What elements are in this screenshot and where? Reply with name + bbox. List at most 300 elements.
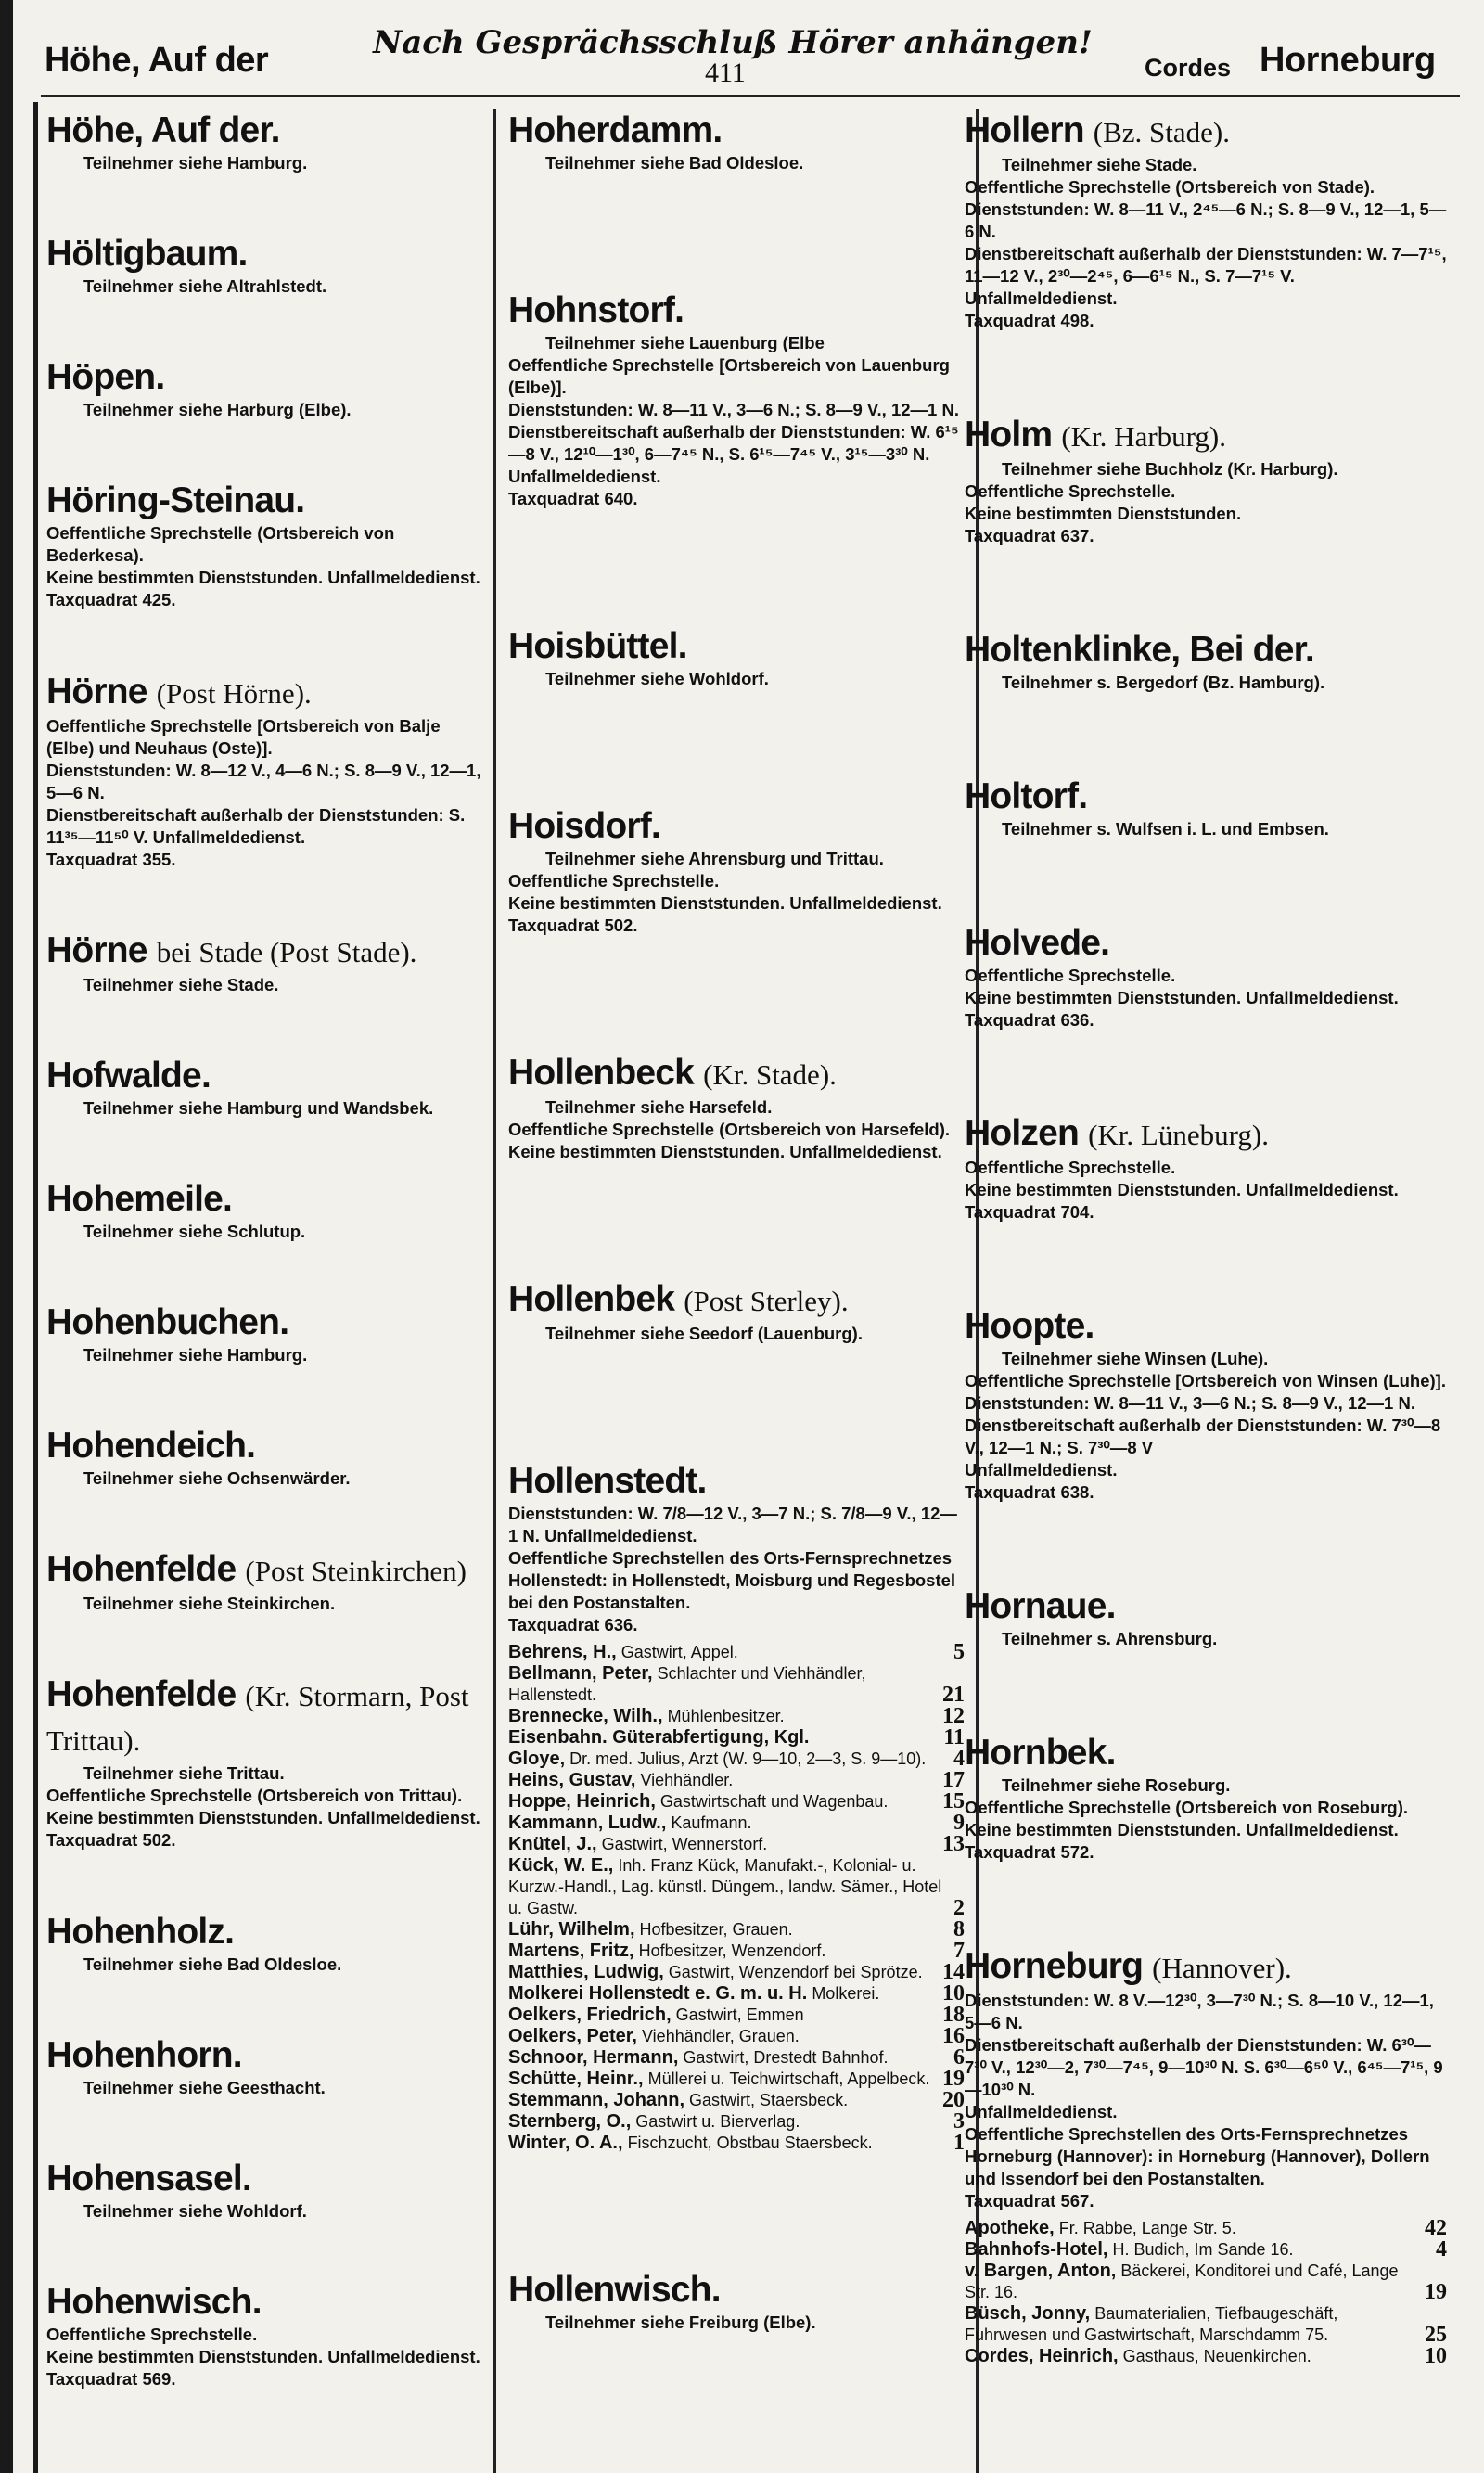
entry-detail-line: Dienstbereitschaft außerhalb der Dienststunden: W. 6³⁰—7³⁰ V., 12³⁰—2, 7³⁰—7⁴⁵, 9—10³⁰ N. S. 6³⁰—6⁵⁰ V., 6⁴⁵—7¹⁵, 9—10³⁰ N. (965, 2035, 1443, 2100)
place-name-text: Hohenhorn. (46, 2034, 242, 2075)
subscriber-name: Schütte, Heinr., (508, 2069, 644, 2089)
place-name-text: Hollenbek (508, 1279, 675, 1319)
subscriber-text (508, 2111, 948, 2133)
place-qualifier: (Kr. Stormarn, Post Trittau). (46, 1680, 469, 1758)
place-name-text: Holm (965, 414, 1053, 455)
place-name-text: Horneburg (965, 1946, 1144, 1987)
place-name-text: Höring-Steinau. (46, 481, 305, 521)
subscriber-description: Hofbesitzer, Grauen. (639, 1920, 793, 1939)
subscriber-number: 13 (942, 1832, 965, 1856)
subscriber-name: Gloye, (508, 1749, 566, 1769)
entry-detail-line: Keine bestimmten Dienststunden. (965, 503, 1242, 523)
subscriber-number: 11 (943, 1725, 965, 1749)
subscriber-text (508, 1919, 948, 1941)
entry-detail-line: Oeffentliche Sprechstelle. (965, 1158, 1176, 1178)
place-name-text: Höltigbaum. (46, 234, 248, 275)
place-name (965, 922, 1447, 965)
subscriber-name: Behrens, H., (508, 1642, 617, 1662)
subscriber-description: Kaufmann. (671, 1813, 752, 1832)
entry-detail-line: Oeffentliche Sprechstelle. (508, 871, 720, 891)
subscriber-reference: Teilnehmer siehe Hamburg und Wandsbek. (83, 1097, 434, 1118)
place-name (46, 2034, 482, 2077)
subscriber-reference: Teilnehmer siehe Altrahlstedt. (83, 276, 327, 297)
place-name (46, 929, 482, 974)
place-name-text: Hohenfelde (46, 1549, 237, 1590)
subscriber-text (965, 2218, 1419, 2239)
place-name-text: Holtorf. (965, 775, 1088, 816)
entry-detail-line: Taxquadrat 640. (508, 489, 638, 508)
entry-detail-line: Unfallmeldedienst. (965, 2102, 1118, 2122)
subscriber-text (508, 1749, 948, 1770)
running-head-left: Höhe, Auf der (45, 41, 269, 80)
subscriber-list (508, 1642, 965, 2154)
subscriber-number: 12 (942, 1704, 965, 1728)
entry-detail-line: Dienststunden: W. 8—11 V., 3—6 N.; S. 8—9 V., 12—1 N. (508, 400, 959, 419)
place-name (965, 1112, 1447, 1157)
place-name (46, 356, 482, 399)
subscriber-text (508, 1663, 937, 1706)
place-name (508, 1278, 965, 1323)
directory-entry (508, 1460, 965, 2154)
subscriber-text (508, 2047, 948, 2069)
directory-entry (965, 1732, 1447, 1864)
entry-detail-line: Dienststunden: W. 8—11 V., 3—6 N.; S. 8—9 V., 12—1 N. (965, 1393, 1415, 1414)
subscriber-list (965, 2218, 1447, 2367)
directory-entry (46, 109, 482, 174)
place-name-text: Höhe, Auf der. (46, 110, 280, 150)
place-name (46, 1055, 482, 1097)
subscriber-reference: Teilnehmer siehe Hamburg. (83, 1345, 308, 1365)
subscriber-reference: Teilnehmer siehe Bad Oldesloe. (545, 153, 804, 173)
entry-detail-line: Dienststunden: W. 8 V.—12³⁰, 3—7³⁰ N.; S. 8—10 V., 12—1, 5—6 N. (965, 1991, 1434, 2033)
subscriber-name: Kammann, Ludw., (508, 1813, 667, 1833)
subscriber-number: 19 (1425, 2280, 1447, 2305)
subscriber-name: Oelkers, Friedrich, (508, 2005, 672, 2025)
place-name-text: Hornaue. (965, 1586, 1116, 1627)
subscriber-reference: Teilnehmer s. Ahrensburg. (1002, 1629, 1218, 1649)
directory-entry (46, 929, 482, 996)
place-name (46, 109, 482, 152)
subscriber-number: 16 (942, 2024, 965, 2048)
subscriber-row (508, 1941, 965, 1962)
place-name (46, 2158, 482, 2200)
directory-entry (965, 922, 1447, 1031)
subscriber-reference: Teilnehmer siehe Harsefeld. (545, 1097, 773, 1117)
subscriber-description: Bäckerei, Konditorei und Café, Lange Str. 16. (965, 2262, 1399, 2302)
entry-detail-line: Dienststunden: W. 8—11 V., 2⁴⁵—6 N.; S. 8—9 V., 12—1, 5—6 N. (965, 199, 1447, 241)
place-name (965, 775, 1447, 818)
entry-detail-line: Oeffentliche Sprechstellen des Orts-Fernsprechnetzes Hollenstedt: in Hollenstedt, Moisburg und Regesbostel bei den Postanstalten. (508, 1548, 956, 1612)
entry-detail-line: Taxquadrat 704. (965, 1202, 1094, 1223)
entry-detail-line: Keine bestimmten Dienststunden. Unfallmeldedienst. (508, 1142, 942, 1161)
place-name-text: Hohensasel. (46, 2158, 251, 2198)
subscriber-name: Lühr, Wilhelm, (508, 1919, 635, 1940)
subscriber-row (508, 1770, 965, 1791)
subscriber-description: H. Budich, Im Sande 16. (1112, 2240, 1294, 2260)
entry-detail-line: Oeffentliche Sprechstelle (Ortsbereich von Harsefeld). (508, 1120, 951, 1139)
subscriber-text (508, 1813, 948, 1834)
place-name (508, 1052, 965, 1096)
place-name-text: Höpen. (46, 357, 165, 398)
place-name (965, 1305, 1447, 1348)
entry-detail-line: Keine bestimmten Dienststunden. Unfallmeldedienst. (965, 987, 1399, 1007)
place-name (46, 233, 482, 275)
subscriber-name: Cordes, Heinrich, (965, 2346, 1119, 2367)
subscriber-text (965, 2261, 1419, 2303)
subscriber-row (508, 1706, 965, 1727)
entry-detail-line: Oeffentliche Sprechstelle (Ortsbereich von Stade). (965, 177, 1375, 197)
subscriber-text (965, 2346, 1419, 2367)
directory-entry (965, 629, 1447, 694)
directory-entry (46, 1673, 482, 1852)
subscriber-reference: Teilnehmer siehe Trittau. (83, 1763, 285, 1784)
directory-entry (965, 414, 1447, 547)
directory-entry (508, 109, 965, 174)
place-qualifier: (Post Steinkirchen) (245, 1555, 467, 1588)
subscriber-row (508, 1791, 965, 1813)
subscriber-name: Bahnhofs-Hotel, (965, 2239, 1108, 2261)
place-name (46, 1301, 482, 1344)
subscriber-reference: Teilnehmer s. Wulfsen i. L. und Embsen. (1002, 818, 1329, 839)
subscriber-description: Dr. med. Julius, Arzt (W. 9—10, 2—3, S. 9—10). (569, 1749, 927, 1768)
subscriber-row (508, 1727, 965, 1749)
place-qualifier: bei Stade (Post Stade). (156, 935, 417, 968)
subscriber-reference: Teilnehmer siehe Bad Oldesloe. (83, 1954, 342, 1974)
directory-entry (46, 2034, 482, 2099)
place-qualifier: (Bz. Stade). (1093, 116, 1231, 148)
place-qualifier: (Post Sterley). (684, 1285, 849, 1317)
place-name (965, 414, 1447, 458)
subscriber-reference: Teilnehmer siehe Seedorf (Lauenburg). (545, 1324, 863, 1343)
scan-edge (0, 0, 13, 2473)
place-name-text: Hohenholz. (46, 1911, 235, 1952)
subscriber-number: 19 (942, 2067, 965, 2091)
place-name (46, 1425, 482, 1467)
place-name (46, 2281, 482, 2324)
place-name (46, 671, 482, 715)
directory-entry (46, 671, 482, 871)
directory-entry (46, 1055, 482, 1120)
subscriber-description: Gastwirt u. Bierverlag. (635, 2112, 800, 2131)
place-name (508, 1460, 965, 1503)
subscriber-text (508, 1770, 937, 1791)
place-name-text: Hoisbüttel. (508, 626, 687, 666)
subscriber-description: Mühlenbesitzer. (667, 1707, 785, 1725)
subscriber-number: 6 (953, 2045, 965, 2069)
entry-detail-line: Taxquadrat 637. (965, 525, 1094, 545)
subscriber-row (508, 1919, 965, 1941)
place-name-text: Hollenstedt. (508, 1461, 707, 1501)
entry-detail-line: Dienstbereitschaft außerhalb der Dienststunden: S. 11³⁵—11⁵⁰ V. Unfallmeldedienst. (46, 804, 466, 847)
entry-detail-line: Dienstbereitschaft außerhalb der Dienststunden: W. 7³⁰—8 V., 12—1 N.; S. 7³⁰—8 V (965, 1416, 1441, 1458)
subscriber-row (508, 1642, 965, 1663)
subscriber-description: Gasthaus, Neuenkirchen. (1122, 2347, 1311, 2366)
entry-detail-line: Oeffentliche Sprechstelle [Ortsbereich von Balje (Elbe) und Neuhaus (Oste)]. (46, 715, 441, 758)
subscriber-reference: Teilnehmer siehe Ahrensburg und Trittau. (545, 849, 884, 868)
entry-detail-line: Oeffentliche Sprechstelle (Ortsbereich von Trittau). (46, 1786, 463, 1806)
directory-entry (965, 1585, 1447, 1650)
subscriber-reference: Teilnehmer siehe Freiburg (Elbe). (545, 2313, 816, 2332)
directory-entry (508, 289, 965, 510)
place-name-text: Hohenwisch. (46, 2281, 262, 2322)
subscriber-name: Büsch, Jonny, (965, 2303, 1091, 2325)
entry-detail-line: Taxquadrat 355. (46, 849, 176, 869)
place-name (965, 1585, 1447, 1628)
subscriber-text (508, 2005, 937, 2026)
place-name (965, 1732, 1447, 1775)
directory-entry (46, 480, 482, 611)
directory-entry (46, 2158, 482, 2223)
place-name-text: Hörne (46, 671, 147, 711)
subscriber-row (965, 2218, 1447, 2239)
subscriber-name: Brennecke, Wilh., (508, 1706, 663, 1726)
subscriber-number: 20 (942, 2088, 965, 2112)
subscriber-reference: Teilnehmer siehe Harburg (Elbe). (83, 400, 352, 420)
subscriber-row (508, 2047, 965, 2069)
place-name (46, 1911, 482, 1954)
subscriber-text (508, 1855, 948, 1919)
column-rule (493, 109, 496, 2473)
place-name-text: Hohendeich. (46, 1426, 256, 1467)
subscriber-name: Matthies, Ludwig, (508, 1962, 664, 1982)
subscriber-reference: Teilnehmer siehe Ochsenwärder. (83, 1468, 351, 1489)
subscriber-number: 9 (953, 1811, 965, 1835)
subscriber-row (508, 2069, 965, 2090)
subscriber-row (508, 2111, 965, 2133)
entry-detail-line: Taxquadrat 636. (965, 1009, 1094, 1030)
directory-entry (965, 1305, 1447, 1504)
entry-detail-line: Dienststunden: W. 7/8—12 V., 3—7 N.; S. 7/8—9 V., 12—1 N. Unfallmeldedienst. (508, 1504, 957, 1545)
place-name-text: Hohenbuchen. (46, 1302, 289, 1342)
directory-entry (965, 775, 1447, 840)
place-name (46, 1548, 482, 1593)
entry-detail-line: Taxquadrat 567. (965, 2191, 1094, 2211)
subscriber-row (508, 1813, 965, 1834)
directory-entry (508, 2269, 965, 2334)
subscriber-reference: Teilnehmer siehe Lauenburg (Elbe (545, 333, 825, 352)
place-name (46, 480, 482, 522)
subscriber-description: Schlachter und Viehhändler, Hallenstedt. (508, 1664, 866, 1704)
directory-entry (46, 356, 482, 421)
subscriber-row (508, 1663, 965, 1706)
directory-entry (965, 109, 1447, 332)
subscriber-description: Gastwirt, Wennerstorf. (601, 1835, 768, 1853)
subscriber-description: Baumaterialien, Tiefbaugeschäft, Fuhrwesen und Gastwirtschaft, Marschdamm 75. (965, 2304, 1338, 2345)
subscriber-number: 42 (1425, 2216, 1447, 2241)
subscriber-text (508, 2133, 948, 2154)
subscriber-description: Gastwirtschaft und Wagenbau. (659, 1792, 889, 1811)
subscriber-description: Gastwirt, Emmen (675, 2005, 804, 2024)
subscriber-reference: Teilnehmer siehe Wohldorf. (83, 2200, 307, 2221)
entry-detail-line: Taxquadrat 498. (965, 311, 1094, 330)
place-name-text: Hoherdamm. (508, 110, 723, 150)
subscriber-number: 25 (1425, 2323, 1447, 2348)
subscriber-reference: Teilnehmer siehe Geesthacht. (83, 2077, 326, 2097)
place-name (46, 1178, 482, 1221)
place-qualifier: (Kr. Harburg). (1061, 419, 1226, 453)
subscriber-reference: Teilnehmer s. Bergedorf (Bz. Hamburg). (1002, 672, 1325, 692)
subscriber-text (508, 1642, 948, 1663)
directory-entry (508, 1052, 965, 1163)
place-name-text: Holvede. (965, 922, 1110, 963)
subscriber-text (508, 2026, 937, 2047)
place-name (508, 805, 965, 848)
place-name (508, 289, 965, 332)
entry-detail-line: Keine bestimmten Dienststunden. Unfallmeldedienst. (965, 1180, 1399, 1200)
entry-detail-line: Taxquadrat 502. (508, 916, 638, 935)
place-qualifier: (Kr. Stade). (703, 1058, 837, 1091)
place-name (965, 109, 1447, 154)
entry-detail-line: Oeffentliche Sprechstelle [Ortsbereich von Lauenburg (Elbe)]. (508, 355, 950, 397)
running-head-right-small: Cordes (1145, 54, 1232, 82)
subscriber-row (965, 2346, 1447, 2367)
subscriber-text (508, 1791, 937, 1813)
entry-detail-line: Oeffentliche Sprechstelle [Ortsbereich von Winsen (Luhe)]. (965, 1371, 1446, 1391)
subscriber-text (508, 1983, 937, 2005)
subscriber-name: Kück, W. E., (508, 1855, 614, 1876)
subscriber-name: Hoppe, Heinrich, (508, 1791, 656, 1812)
entry-detail-line: Keine bestimmten Dienststunden. Unfallmeldedienst. (508, 893, 942, 913)
place-name-text: Hollern (965, 110, 1084, 150)
place-name (508, 2269, 965, 2312)
subscriber-name: v. Bargen, Anton, (965, 2261, 1117, 2282)
column-3 (965, 109, 1447, 2449)
entry-detail-line: Dienstbereitschaft außerhalb der Dienststunden: W. 6¹⁵—8 V., 12¹⁰—1³⁰, 6—7⁴⁵ N., S. 6¹⁵—7⁴⁵ V., 3¹⁵—3³⁰ N. Unfallmeldedienst. (508, 422, 959, 486)
subscriber-reference: Teilnehmer siehe Steinkirchen. (83, 1594, 336, 1614)
place-qualifier: (Post Hörne). (156, 676, 312, 710)
directory-entry (46, 1301, 482, 1366)
subscriber-description: Inh. Franz Kück, Manufakt.-, Kolonial- u. Kurzw.-Handl., Lag. künstl. Düngem., landw. Sämer., Hotel u. Gastw. (508, 1856, 942, 1917)
subscriber-text (508, 1706, 937, 1727)
directory-entry (508, 625, 965, 690)
subscriber-name: Apotheke, (965, 2218, 1055, 2239)
subscriber-reference: Teilnehmer siehe Stade. (1002, 155, 1197, 174)
subscriber-description: Gastwirt, Drestedt Bahnhof. (683, 2048, 889, 2067)
place-name-text: Hoopte. (965, 1306, 1094, 1347)
subscriber-number: 18 (942, 2003, 965, 2027)
subscriber-reference: Teilnehmer siehe Roseburg. (1002, 1775, 1231, 1796)
entry-detail-line: Keine bestimmten Dienststunden. Unfallmeldedienst. (46, 568, 480, 588)
place-qualifier: (Hannover). (1152, 1952, 1292, 1985)
place-name-text: Hörne (46, 929, 147, 970)
directory-entry (46, 1911, 482, 1976)
subscriber-text (965, 2303, 1419, 2346)
subscriber-row (508, 1983, 965, 2005)
subscriber-description: Hofbesitzer, Wenzendorf. (638, 1941, 826, 1960)
entry-detail-line: Oeffentliche Sprechstelle. (965, 965, 1176, 985)
place-name-text: Hornbek. (965, 1733, 1116, 1774)
subscriber-name: Molkerei Hollenstedt e. G. m. u. H. (508, 1983, 808, 2004)
subscriber-row (965, 2303, 1447, 2346)
subscriber-reference: Teilnehmer siehe Wohldorf. (545, 669, 769, 688)
entry-detail-line: Taxquadrat 502. (46, 1830, 176, 1851)
header-rule (41, 95, 1460, 97)
subscriber-text (508, 1834, 937, 1855)
entry-detail-line: Taxquadrat 425. (46, 590, 176, 610)
subscriber-name: Stemmann, Johann, (508, 2090, 685, 2110)
column-2 (508, 109, 965, 2449)
entry-detail-line: Oeffentliche Sprechstelle (Ortsbereich von Bederkesa). (46, 523, 395, 566)
subscriber-description: Gastwirt, Staersbeck. (689, 2091, 849, 2109)
subscriber-text (508, 1941, 948, 1962)
place-name-text: Hollenwisch. (508, 2270, 721, 2310)
subscriber-description: Molkerei. (812, 1984, 880, 2003)
subscriber-number: 10 (1425, 2344, 1447, 2369)
subscriber-reference: Teilnehmer siehe Winsen (Luhe). (1002, 1349, 1269, 1369)
directory-entry (46, 1425, 482, 1490)
directory-entry (965, 1945, 1447, 2367)
directory-entry (965, 1112, 1447, 1224)
directory-entry (46, 233, 482, 298)
entry-detail-line: Keine bestimmten Dienststunden. Unfallmeldedienst. (46, 1808, 480, 1828)
entry-detail-line: Taxquadrat 638. (965, 1482, 1094, 1503)
subscriber-row (965, 2261, 1447, 2303)
subscriber-description: Müllerei u. Teichwirtschaft, Appelbeck. (647, 2069, 930, 2088)
subscriber-number: 4 (953, 1747, 965, 1771)
entry-detail-line: Oeffentliche Sprechstelle. (46, 2324, 258, 2344)
subscriber-reference: Teilnehmer siehe Schlutup. (83, 1221, 306, 1241)
subscriber-number: 10 (942, 1981, 965, 2005)
subscriber-number: 17 (942, 1768, 965, 1792)
entry-detail-line: Taxquadrat 569. (46, 2368, 176, 2389)
entry-detail-line: Taxquadrat 636. (508, 1615, 638, 1634)
place-name (46, 1673, 482, 1762)
subscriber-row (508, 2005, 965, 2026)
page-number: 411 (705, 58, 746, 88)
subscriber-name: Heins, Gustav, (508, 1770, 636, 1790)
place-name (965, 629, 1447, 672)
entry-detail-line: Oeffentliche Sprechstellen des Orts-Fernsprechnetzes Horneburg (Hannover): in Horneburg (Hannover), Dollern und Issendorf bei den Postanstalten. (965, 2124, 1430, 2189)
subscriber-number: 15 (942, 1789, 965, 1813)
entry-detail-line: Dienstbereitschaft außerhalb der Dienststunden: W. 7—7¹⁵, 11—12 V., 2³⁰—2⁴⁵, 6—6¹⁵ N., S. 7—7¹⁵ V. Unfallmeldedienst. (965, 244, 1447, 308)
left-margin-rule (33, 102, 38, 2473)
subscriber-name: Bellmann, Peter, (508, 1663, 653, 1684)
subscriber-name: Schnoor, Hermann, (508, 2047, 679, 2068)
subscriber-number: 14 (942, 1960, 965, 1984)
subscriber-number: 2 (953, 1896, 965, 1920)
subscriber-name: Knütel, J., (508, 1834, 597, 1854)
entry-detail-line: Oeffentliche Sprechstelle. (965, 481, 1176, 501)
subscriber-row (508, 1855, 965, 1919)
subscriber-row (508, 2133, 965, 2154)
subscriber-description: Viehhändler, Grauen. (642, 2027, 800, 2045)
place-name (965, 1945, 1447, 1990)
place-name-text: Hollenbeck (508, 1053, 695, 1093)
subscriber-text (508, 2069, 937, 2090)
subscriber-number: 7 (953, 1939, 965, 1963)
subscriber-number: 21 (942, 1683, 965, 1707)
entry-detail-line: Keine bestimmten Dienststunden. Unfallmeldedienst. (965, 1820, 1399, 1840)
running-head-right: Horneburg (1260, 41, 1436, 80)
entry-detail-line: Unfallmeldedienst. (965, 1460, 1118, 1480)
header-notice: Nach Gesprächsschluß Hörer anhängen! (373, 24, 1093, 61)
subscriber-text (508, 2090, 937, 2111)
subscriber-text (965, 2239, 1430, 2261)
subscriber-row (508, 2026, 965, 2047)
subscriber-reference: Teilnehmer siehe Stade. (83, 974, 279, 994)
subscriber-number: 5 (953, 1640, 965, 1664)
subscriber-number: 3 (953, 2109, 965, 2133)
subscriber-row (508, 1834, 965, 1855)
subscriber-name: Eisenbahn. Güterabfertigung, Kgl. (508, 1727, 810, 1748)
subscriber-number: 4 (1436, 2237, 1447, 2262)
subscriber-description: Fischzucht, Obstbau Staersbeck. (627, 2133, 873, 2152)
directory-entry (46, 2281, 482, 2390)
place-name-text: Hohnstorf. (508, 290, 684, 330)
entry-detail-line: Oeffentliche Sprechstelle (Ortsbereich von Roseburg). (965, 1798, 1409, 1818)
entry-detail-line: Dienststunden: W. 8—12 V., 4—6 N.; S. 8—9 V., 12—1, 5—6 N. (46, 760, 481, 802)
subscriber-row (508, 1749, 965, 1770)
